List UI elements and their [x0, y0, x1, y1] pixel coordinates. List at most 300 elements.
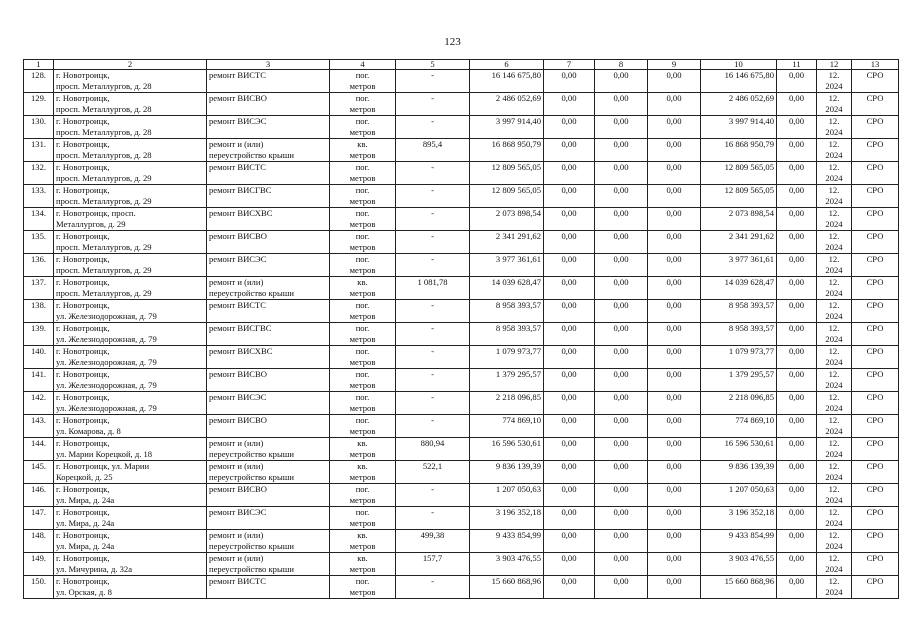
work-type-cell-line: ремонт ВИСХВС [209, 346, 273, 356]
method-cell-line: СРО [866, 576, 884, 586]
deadline-cell-line: 12. [828, 139, 840, 149]
fund-cell-line: 0,00 [666, 392, 682, 402]
total-cost-cell-line: 2 218 096,85 [495, 392, 541, 402]
row-number [24, 553, 54, 576]
method-cell [852, 300, 899, 323]
deadline-cell-line: 2024 [825, 517, 843, 528]
method-cell [852, 70, 899, 93]
works-table [23, 59, 899, 599]
fund-cell-line: 0,00 [613, 116, 629, 126]
address-cell [54, 346, 207, 369]
unit-cell [330, 438, 396, 461]
deadline-cell [817, 185, 852, 208]
fund-cell-line: 0,00 [666, 553, 682, 563]
column-header: 1 [24, 60, 54, 70]
fund-cell-line: 0,00 [613, 162, 629, 172]
volume-cell-line: 880,94 [420, 438, 445, 448]
unit-cell-line: кв. [357, 461, 368, 471]
deadline-cell [817, 70, 852, 93]
method-cell [852, 576, 899, 599]
fund-cell-line: 0,00 [613, 323, 629, 333]
deadline-cell-line: 2024 [825, 494, 843, 505]
row-number [24, 300, 54, 323]
unit-cell [330, 139, 396, 162]
fund-cell [777, 185, 817, 208]
fund-cell-line: 0,00 [613, 277, 629, 287]
volume-cell-line: - [431, 231, 434, 241]
total-cost-cell [470, 438, 544, 461]
fund-cell [777, 323, 817, 346]
owner-fund-cell [701, 116, 777, 139]
volume-cell [396, 116, 470, 139]
fund-cell [777, 553, 817, 576]
fund-cell-line: 0,00 [613, 139, 629, 149]
fund-cell [777, 300, 817, 323]
unit-cell-line: метров [349, 425, 376, 436]
deadline-cell [817, 415, 852, 438]
work-type-cell [207, 254, 330, 277]
fund-cell [544, 392, 595, 415]
address-cell-line: г. Новотроицк, [56, 323, 110, 333]
table-row [24, 553, 899, 576]
method-cell-line: СРО [866, 507, 884, 517]
fund-cell [544, 300, 595, 323]
fund-cell [595, 185, 648, 208]
total-cost-cell [470, 93, 544, 116]
fund-cell-line: 0,00 [788, 323, 805, 333]
fund-cell [648, 277, 701, 300]
deadline-cell [817, 116, 852, 139]
owner-fund-cell-line: 3 977 361,61 [728, 254, 774, 264]
row-number-line: 137. [30, 277, 47, 287]
deadline-cell-line: 2024 [825, 448, 843, 459]
column-header: 2 [54, 60, 207, 70]
unit-cell-line: метров [349, 264, 376, 275]
unit-cell-line: метров [349, 103, 376, 114]
deadline-cell-line: 12. [828, 484, 840, 494]
work-type-cell [207, 369, 330, 392]
deadline-cell-line: 2024 [825, 310, 843, 321]
method-cell [852, 530, 899, 553]
row-number-line: 139. [30, 323, 47, 333]
row-number-line: 136. [30, 254, 47, 264]
fund-cell-line: 0,00 [561, 231, 577, 241]
unit-cell-line: метров [349, 241, 376, 252]
owner-fund-cell-line: 2 073 898,54 [728, 208, 774, 218]
deadline-cell-line: 2024 [825, 241, 843, 252]
row-number-line: 144. [30, 438, 47, 448]
deadline-cell [817, 507, 852, 530]
total-cost-cell-line: 3 903 476,55 [495, 553, 541, 563]
table-row [24, 254, 899, 277]
fund-cell [544, 208, 595, 231]
owner-fund-cell [701, 461, 777, 484]
fund-cell [544, 530, 595, 553]
volume-cell [396, 323, 470, 346]
fund-cell-line: 0,00 [561, 254, 577, 264]
fund-cell [648, 369, 701, 392]
address-cell [54, 139, 207, 162]
work-type-cell [207, 208, 330, 231]
address-cell-line: просп. Металлургов, д. 29 [56, 241, 152, 252]
fund-cell [777, 162, 817, 185]
owner-fund-cell [701, 208, 777, 231]
fund-cell-line: 0,00 [666, 139, 682, 149]
total-cost-cell-line: 8 958 393,57 [495, 300, 541, 310]
fund-cell [777, 461, 817, 484]
fund-cell [648, 576, 701, 599]
work-type-cell [207, 116, 330, 139]
volume-cell-line: - [431, 415, 434, 425]
fund-cell-line: 0,00 [561, 300, 577, 310]
deadline-cell-line: 12. [828, 530, 840, 540]
address-cell-line: просп. Металлургов, д. 29 [56, 287, 152, 298]
address-cell [54, 484, 207, 507]
address-cell-line: ул. Железнодорожная, д. 79 [56, 333, 157, 344]
deadline-cell-line: 12. [828, 277, 840, 287]
fund-cell-line: 0,00 [666, 116, 682, 126]
fund-cell [544, 576, 595, 599]
fund-cell [777, 507, 817, 530]
work-type-cell-line: ремонт ВИСТС [209, 70, 267, 80]
fund-cell [648, 415, 701, 438]
fund-cell-line: 0,00 [666, 323, 682, 333]
table-row [24, 438, 899, 461]
unit-cell-line: метров [349, 540, 376, 551]
deadline-cell-line: 12. [828, 254, 840, 264]
fund-cell-line: 0,00 [561, 346, 577, 356]
unit-cell-line: пог. [355, 231, 370, 241]
row-number [24, 438, 54, 461]
volume-cell-line: 499,38 [420, 530, 445, 540]
deadline-cell [817, 484, 852, 507]
fund-cell [777, 139, 817, 162]
owner-fund-cell-line: 14 039 628,47 [724, 277, 774, 287]
owner-fund-cell [701, 93, 777, 116]
work-type-cell [207, 484, 330, 507]
address-cell [54, 208, 207, 231]
row-number [24, 162, 54, 185]
fund-cell-line: 0,00 [613, 208, 629, 218]
fund-cell-line: 0,00 [788, 185, 805, 195]
work-type-cell [207, 300, 330, 323]
fund-cell [648, 484, 701, 507]
fund-cell [595, 116, 648, 139]
fund-cell [544, 139, 595, 162]
fund-cell [595, 93, 648, 116]
deadline-cell-line: 2024 [825, 126, 843, 137]
table-row [24, 530, 899, 553]
fund-cell-line: 0,00 [561, 576, 577, 586]
address-cell-line: ул. Орская, д. 8 [56, 586, 112, 597]
address-cell-line: г. Новотроицк, [56, 277, 110, 287]
volume-cell [396, 576, 470, 599]
owner-fund-cell [701, 231, 777, 254]
work-type-cell [207, 346, 330, 369]
fund-cell-line: 0,00 [666, 576, 682, 586]
table-row [24, 507, 899, 530]
volume-cell [396, 185, 470, 208]
volume-cell [396, 530, 470, 553]
volume-cell [396, 392, 470, 415]
fund-cell-line: 0,00 [613, 484, 629, 494]
row-number-line: 140. [30, 346, 47, 356]
deadline-cell-line: 2024 [825, 471, 843, 482]
total-cost-cell [470, 70, 544, 93]
fund-cell [777, 484, 817, 507]
fund-cell-line: 0,00 [613, 438, 629, 448]
method-cell-line: СРО [866, 162, 884, 172]
row-number [24, 484, 54, 507]
table-row [24, 576, 899, 599]
unit-cell-line: метров [349, 310, 376, 321]
deadline-cell [817, 231, 852, 254]
work-type-cell [207, 162, 330, 185]
owner-fund-cell-line: 8 958 393,57 [728, 300, 774, 310]
address-cell [54, 415, 207, 438]
total-cost-cell-line: 12 809 565,05 [491, 185, 541, 195]
fund-cell [648, 254, 701, 277]
unit-cell-line: метров [349, 448, 376, 459]
address-cell-line: г. Новотроицк, [56, 185, 110, 195]
work-type-cell-line: ремонт ВИСВО [209, 415, 267, 425]
fund-cell [595, 553, 648, 576]
fund-cell-line: 0,00 [561, 323, 577, 333]
deadline-cell-line: 2024 [825, 356, 843, 367]
fund-cell-line: 0,00 [666, 93, 682, 103]
volume-cell [396, 553, 470, 576]
volume-cell [396, 484, 470, 507]
owner-fund-cell [701, 300, 777, 323]
row-number-line: 148. [30, 530, 47, 540]
unit-cell [330, 392, 396, 415]
fund-cell-line: 0,00 [788, 300, 805, 310]
unit-cell-line: метров [349, 333, 376, 344]
deadline-cell [817, 254, 852, 277]
volume-cell-line: - [431, 484, 434, 494]
fund-cell [595, 300, 648, 323]
owner-fund-cell-line: 15 660 868,96 [724, 576, 774, 586]
address-cell [54, 392, 207, 415]
work-type-cell-line: ремонт ВИСГВС [209, 185, 272, 195]
fund-cell [777, 93, 817, 116]
fund-cell-line: 0,00 [788, 208, 805, 218]
fund-cell [544, 323, 595, 346]
owner-fund-cell [701, 553, 777, 576]
fund-cell [595, 415, 648, 438]
method-cell [852, 162, 899, 185]
method-cell [852, 369, 899, 392]
column-header: 10 [701, 60, 777, 70]
address-cell-line: просп. Металлургов, д. 28 [56, 80, 152, 91]
fund-cell [777, 277, 817, 300]
address-cell-line: г. Новотроицк, [56, 162, 110, 172]
owner-fund-cell-line: 774 869,10 [735, 415, 774, 425]
row-number-line: 138. [30, 300, 47, 310]
address-cell-line: г. Новотроицк, [56, 438, 110, 448]
fund-cell [648, 139, 701, 162]
owner-fund-cell [701, 70, 777, 93]
work-type-cell-line: переустройство крыши [209, 287, 294, 298]
fund-cell-line: 0,00 [561, 507, 577, 517]
total-cost-cell-line: 3 196 352,18 [495, 507, 541, 517]
unit-cell [330, 254, 396, 277]
address-cell-line: г. Новотроицк, [56, 254, 110, 264]
fund-cell-line: 0,00 [613, 93, 629, 103]
fund-cell-line: 0,00 [613, 70, 629, 80]
method-cell [852, 93, 899, 116]
work-type-cell [207, 438, 330, 461]
fund-cell [777, 70, 817, 93]
row-number [24, 415, 54, 438]
total-cost-cell [470, 231, 544, 254]
fund-cell [595, 323, 648, 346]
row-number [24, 323, 54, 346]
owner-fund-cell [701, 415, 777, 438]
address-cell [54, 185, 207, 208]
method-cell [852, 553, 899, 576]
volume-cell [396, 139, 470, 162]
method-cell-line: СРО [866, 116, 884, 126]
deadline-cell-line: 12. [828, 576, 840, 586]
unit-cell-line: пог. [355, 185, 370, 195]
total-cost-cell-line: 16 146 675,80 [491, 70, 541, 80]
owner-fund-cell-line: 16 868 950,79 [724, 139, 774, 149]
fund-cell [544, 346, 595, 369]
deadline-cell [817, 300, 852, 323]
method-cell-line: СРО [866, 277, 884, 287]
unit-cell [330, 231, 396, 254]
fund-cell [544, 415, 595, 438]
address-cell [54, 300, 207, 323]
column-header: 6 [470, 60, 544, 70]
unit-cell [330, 208, 396, 231]
fund-cell [777, 346, 817, 369]
deadline-cell-line: 12. [828, 553, 840, 563]
fund-cell-line: 0,00 [666, 185, 682, 195]
fund-cell-line: 0,00 [613, 254, 629, 264]
row-number [24, 254, 54, 277]
fund-cell [648, 346, 701, 369]
total-cost-cell-line: 16 596 530,61 [491, 438, 541, 448]
deadline-cell-line: 2024 [825, 379, 843, 390]
volume-cell-line: - [431, 346, 434, 356]
unit-cell-line: пог. [355, 484, 370, 494]
fund-cell-line: 0,00 [666, 369, 682, 379]
row-number-line: 145. [30, 461, 47, 471]
total-cost-cell-line: 9 836 139,39 [495, 461, 541, 471]
total-cost-cell-line: 1 079 973,77 [495, 346, 541, 356]
method-cell-line: СРО [866, 70, 884, 80]
total-cost-cell [470, 162, 544, 185]
work-type-cell [207, 553, 330, 576]
unit-cell-line: метров [349, 586, 376, 597]
row-number [24, 461, 54, 484]
row-number [24, 277, 54, 300]
deadline-cell [817, 139, 852, 162]
work-type-cell-line: переустройство крыши [209, 149, 294, 160]
column-header: 7 [544, 60, 595, 70]
total-cost-cell-line: 2 486 052,69 [495, 93, 541, 103]
method-cell [852, 484, 899, 507]
fund-cell [595, 530, 648, 553]
fund-cell [648, 300, 701, 323]
fund-cell-line: 0,00 [561, 415, 577, 425]
total-cost-cell [470, 530, 544, 553]
table-row [24, 300, 899, 323]
fund-cell [544, 70, 595, 93]
unit-cell-line: пог. [355, 93, 370, 103]
total-cost-cell-line: 9 433 854,99 [495, 530, 541, 540]
fund-cell [777, 438, 817, 461]
volume-cell [396, 415, 470, 438]
fund-cell-line: 0,00 [561, 484, 577, 494]
fund-cell-line: 0,00 [613, 461, 629, 471]
owner-fund-cell-line: 12 809 565,05 [724, 185, 774, 195]
deadline-cell-line: 12. [828, 507, 840, 517]
owner-fund-cell-line: 1 079 973,77 [728, 346, 774, 356]
volume-cell-line: - [431, 369, 434, 379]
volume-cell-line: 1 081,78 [417, 277, 448, 287]
fund-cell-line: 0,00 [788, 93, 805, 103]
address-cell-line: просп. Металлургов, д. 28 [56, 149, 152, 160]
fund-cell [595, 162, 648, 185]
work-type-cell-line: ремонт ВИСЭС [209, 254, 267, 264]
volume-cell [396, 231, 470, 254]
column-header: 12 [817, 60, 852, 70]
total-cost-cell-line: 3 997 914,40 [495, 116, 541, 126]
unit-cell [330, 346, 396, 369]
unit-cell-line: пог. [355, 300, 370, 310]
method-cell-line: СРО [866, 438, 884, 448]
owner-fund-cell [701, 323, 777, 346]
total-cost-cell-line: 1 207 050,63 [495, 484, 541, 494]
owner-fund-cell [701, 369, 777, 392]
fund-cell-line: 0,00 [666, 300, 682, 310]
owner-fund-cell-line: 8 958 393,57 [728, 323, 774, 333]
method-cell [852, 185, 899, 208]
fund-cell [648, 70, 701, 93]
fund-cell [544, 93, 595, 116]
fund-cell-line: 0,00 [561, 116, 577, 126]
fund-cell-line: 0,00 [613, 553, 629, 563]
deadline-cell-line: 12. [828, 70, 840, 80]
fund-cell-line: 0,00 [788, 461, 805, 471]
work-type-cell-line: ремонт ВИСЭС [209, 507, 267, 517]
fund-cell-line: 0,00 [666, 484, 682, 494]
row-number [24, 208, 54, 231]
unit-cell [330, 70, 396, 93]
fund-cell [777, 369, 817, 392]
page-number: 123 [444, 36, 461, 48]
column-header: 11 [777, 60, 817, 70]
address-cell [54, 530, 207, 553]
address-cell [54, 254, 207, 277]
column-header: 5 [396, 60, 470, 70]
address-cell-line: ул. Железнодорожная, д. 79 [56, 310, 157, 321]
address-cell-line: просп. Металлургов, д. 29 [56, 264, 152, 275]
column-header: 8 [595, 60, 648, 70]
address-cell-line: Металлургов, д. 29 [56, 218, 126, 229]
unit-cell [330, 461, 396, 484]
unit-cell-line: метров [349, 149, 376, 160]
work-type-cell-line: ремонт и (или) [209, 139, 264, 149]
fund-cell [648, 530, 701, 553]
fund-cell [544, 231, 595, 254]
fund-cell [595, 139, 648, 162]
total-cost-cell [470, 484, 544, 507]
table-row [24, 93, 899, 116]
